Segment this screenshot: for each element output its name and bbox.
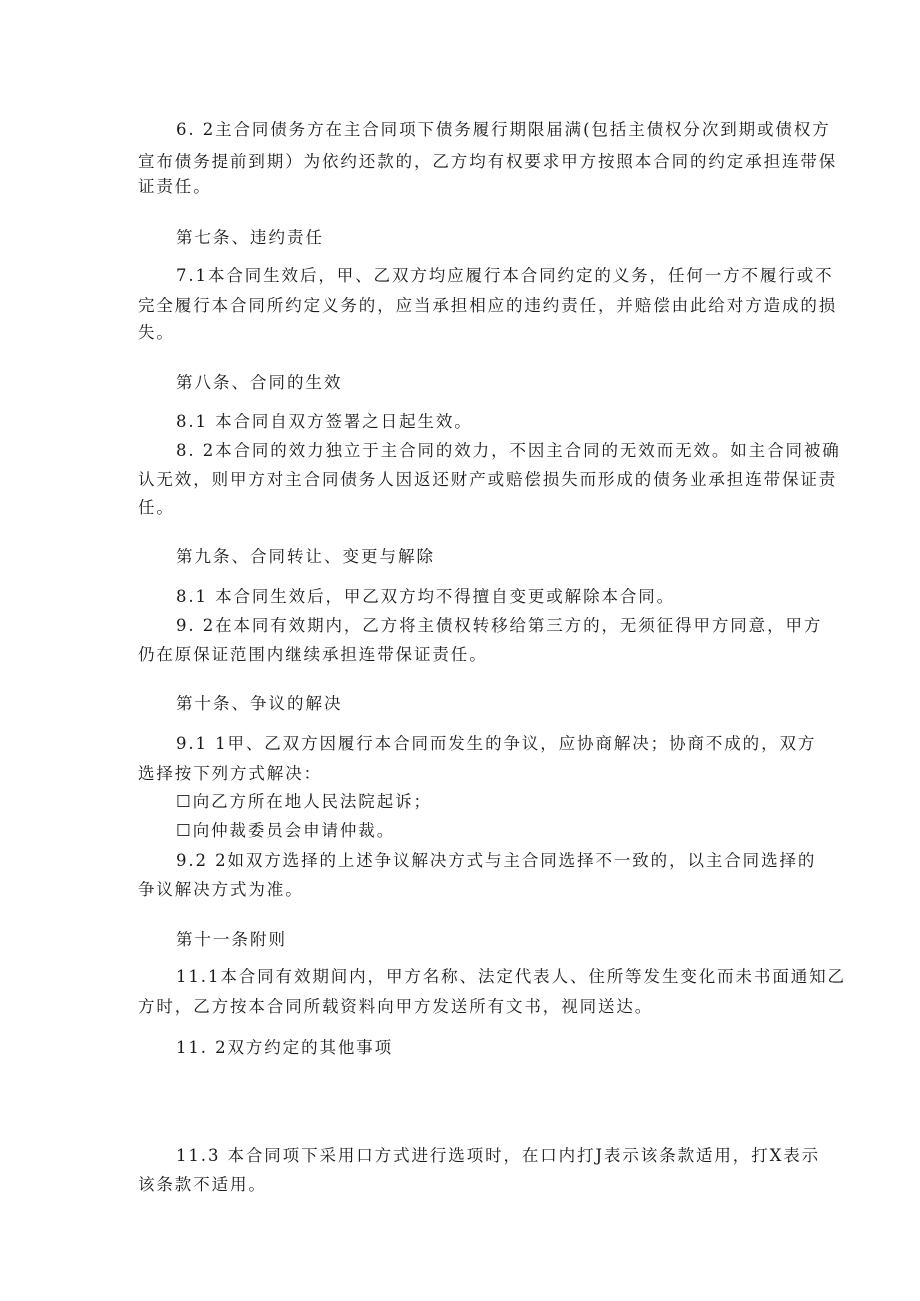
clause-10-1-line-2: 选择按下列方式解决： [138, 764, 322, 783]
article-8-title: 第八条、合同的生效 [176, 373, 343, 392]
clause-9-1: 8.1 本合同生效后，甲乙双方均不得擅自变更或解除本合同。 [176, 587, 676, 606]
clause-7-1-line-2: 完全履行本合同所约定义务的，应当承担相应的违约责任，并赔偿由此给对方造成的损 [138, 296, 838, 315]
clause-7-1-line-1: 7.1本合同生效后，甲、乙双方均应履行本合同约定的义务，任何一方不履行或不 [176, 266, 834, 285]
clause-11-1-line-1: 11.1本合同有效期间内，甲方名称、法定代表人、住所等发生变化而未书面通知乙 [176, 967, 846, 986]
clause-11-3-line-2: 该条款不适用。 [138, 1175, 267, 1194]
clause-11-1-line-2: 方时，乙方按本合同所载资料向甲方发送所有文书，视同送达。 [138, 997, 654, 1016]
clause-9-2-line-2: 仍在原保证范围内继续承担连带保证责任。 [138, 645, 488, 664]
clause-10-2-line-1: 9.2 2如双方选择的上述争议解决方式与主合同选择不一致的，以主合同选择的 [176, 851, 817, 870]
clause-11-2: 11. 2双方约定的其他事项 [176, 1038, 394, 1057]
clause-6-2-line-1: 6. 2主合同债务方在主合同项下债务履行期限届满(包括主债权分次到期或债权方 [176, 120, 831, 139]
clause-10-1-line-1: 9.1 1甲、乙双方因履行本合同而发生的争议，应协商解决；协商不成的，双方 [176, 734, 817, 753]
clause-8-2-line-3: 任。 [138, 498, 175, 517]
clause-8-1: 8.1 本合同自双方签署之日起生效。 [176, 412, 473, 431]
option-arbitration-checkbox[interactable]: ☐向仲裁委员会申请仲裁。 [176, 821, 396, 840]
option-court-checkbox[interactable]: ☐向乙方所在地人民法院起诉； [176, 792, 432, 811]
clause-8-2-line-2: 认无效，则甲方对主合同债务人因返还财产或赔偿损失而形成的债务业承担连带保证责 [138, 470, 838, 489]
clause-11-3-line-1: 11.3 本合同项下采用口方式进行选项时，在口内打J表示该条款适用，打X表示 [176, 1146, 821, 1165]
clause-6-2-line-3: 证责任。 [138, 177, 212, 196]
article-11-title: 第十一条附则 [176, 930, 287, 949]
article-7-title: 第七条、违约责任 [176, 228, 324, 247]
article-9-title: 第九条、合同转让、变更与解除 [176, 547, 435, 566]
article-10-title: 第十条、争议的解决 [176, 694, 343, 713]
clause-10-2-line-2: 争议解决方式为准。 [138, 880, 304, 899]
clause-6-2-line-2: 宣布债务提前到期）为依约还款的，乙方均有权要求甲方按照本合同的约定承担连带保 [138, 152, 838, 171]
clause-8-2-line-1: 8. 2本合同的效力独立于主合同的效力，不因主合同的无效而无效。如主合同被确 [176, 441, 841, 460]
clause-9-2-line-1: 9. 2在本同有效期内，乙方将主债权转移给第三方的，无须征得甲方同意，甲方 [176, 616, 823, 635]
clause-7-1-line-3: 失。 [138, 323, 175, 342]
